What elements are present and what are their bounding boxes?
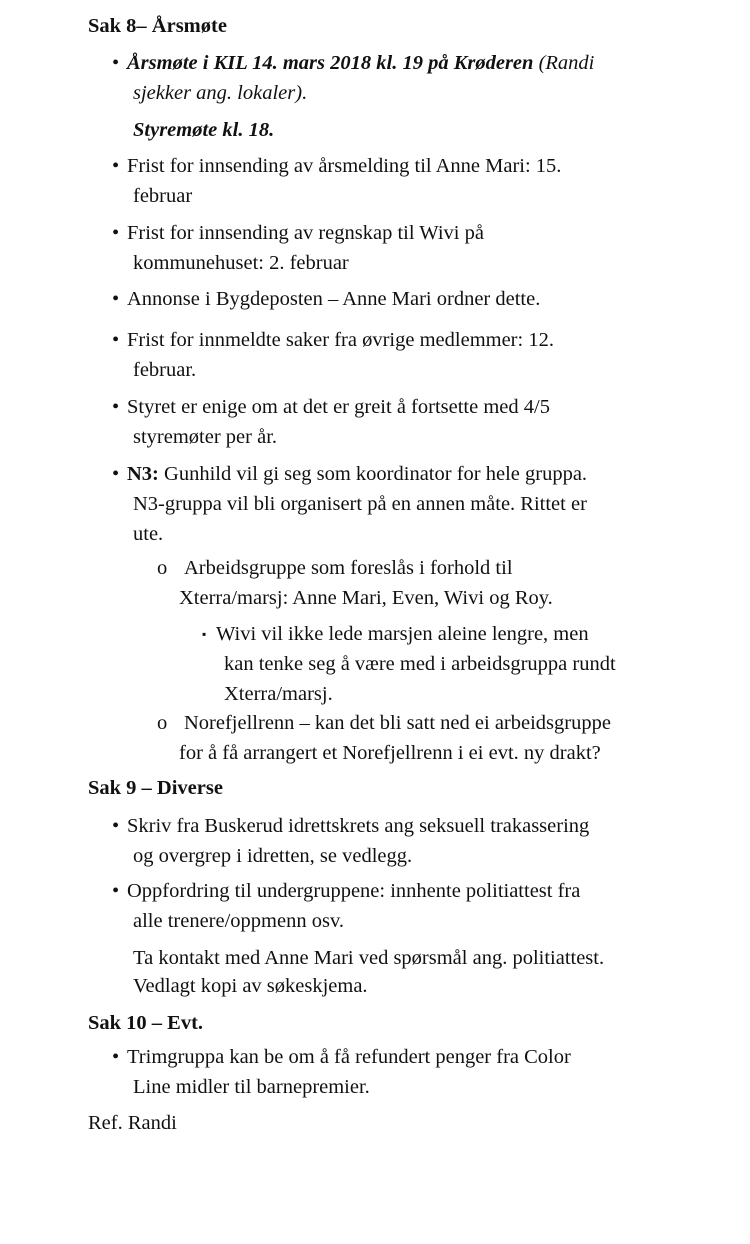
list-item: • Frist for innsending av årsmelding til Anne Mari: 15. februar — [112, 151, 546, 211]
bullet-icon: • — [112, 1046, 120, 1068]
section-heading-sak9: Sak 9 – Diverse — [88, 777, 223, 799]
bullet-icon: • — [112, 463, 120, 485]
bullet-icon: • — [112, 222, 120, 244]
n3-label: N3: — [127, 463, 159, 485]
annual-meeting-text: Årsmøte i KIL 14. mars 2018 kl. 19 på Krøderen — [127, 52, 534, 74]
list-item: • Årsmøte i KIL 14. mars 2018 kl. 19 på Krøderen (Randi sjekker ang. lokaler). — [112, 48, 579, 108]
bullet-icon: • — [112, 880, 120, 902]
bullet-icon: • — [112, 329, 120, 351]
signature: Ref. Randi — [88, 1112, 177, 1134]
bullet-icon: • — [112, 155, 120, 177]
bullet-icon: • — [112, 288, 120, 310]
sub-sub-list-item: ▪ Wivi vil ikke lede marsjen aleine lengre, men kan tenke seg å være med i arbeidsgruppa rundt Xterra/marsj. — [202, 619, 594, 709]
square-bullet-icon: ▪ — [202, 627, 207, 641]
list-item: • Frist for innmeldte saker fra øvrige medlemmer: 12. februar. — [112, 325, 539, 385]
list-item: • N3: Gunhild vil gi seg som koordinator for hele gruppa. N3-gruppa vil bli organisert på en annen måte. Rittet er ute. — [112, 459, 572, 549]
sub-list-item: o Arbeidsgruppe som foreslås i forhold til Xterra/marsj: Anne Mari, Even, Wivi og Roy. — [157, 553, 531, 613]
bullet-icon: • — [112, 815, 120, 837]
bullet-icon: • — [112, 52, 120, 74]
list-item: • Oppfordring til undergruppene: innhente politiattest fra alle trenere/oppmenn osv. — [112, 876, 565, 936]
list-item: • Skriv fra Buskerud idrettskrets ang seksuell trakassering og overgrep i idretten, se vedlegg. — [112, 811, 574, 871]
paragraph: Ta kontakt med Anne Mari ved spørsmål ang. politiattest. Vedlagt kopi av søkeskjema. — [133, 947, 605, 997]
list-item: • Annonse i Bygdeposten – Anne Mari ordner dette. — [112, 284, 525, 314]
circle-bullet-icon: o — [157, 712, 168, 734]
section-heading-sak8: Sak 8– Årsmøte — [88, 15, 227, 37]
bullet-icon: • — [112, 396, 120, 418]
section-heading-sak10: Sak 10 – Evt. — [88, 1012, 204, 1034]
board-meeting-note: Styremøte kl. 18. — [133, 119, 275, 141]
circle-bullet-icon: o — [157, 557, 168, 579]
list-item: • Frist for innsending av regnskap til Wivi på kommunehuset: 2. februar — [112, 218, 469, 278]
sub-list-item: o Norefjellrenn – kan det bli satt ned ei arbeidsgruppe for å få arrangert et Norefjellrenn i ei evt. ny drakt? — [157, 708, 584, 768]
list-item: • Styret er enige om at det er greit å fortsette med 4/5 styremøter per år. — [112, 392, 535, 452]
list-item: • Trimgruppa kan be om å få refundert penger fra Color Line midler til barnepremier. — [112, 1042, 556, 1102]
